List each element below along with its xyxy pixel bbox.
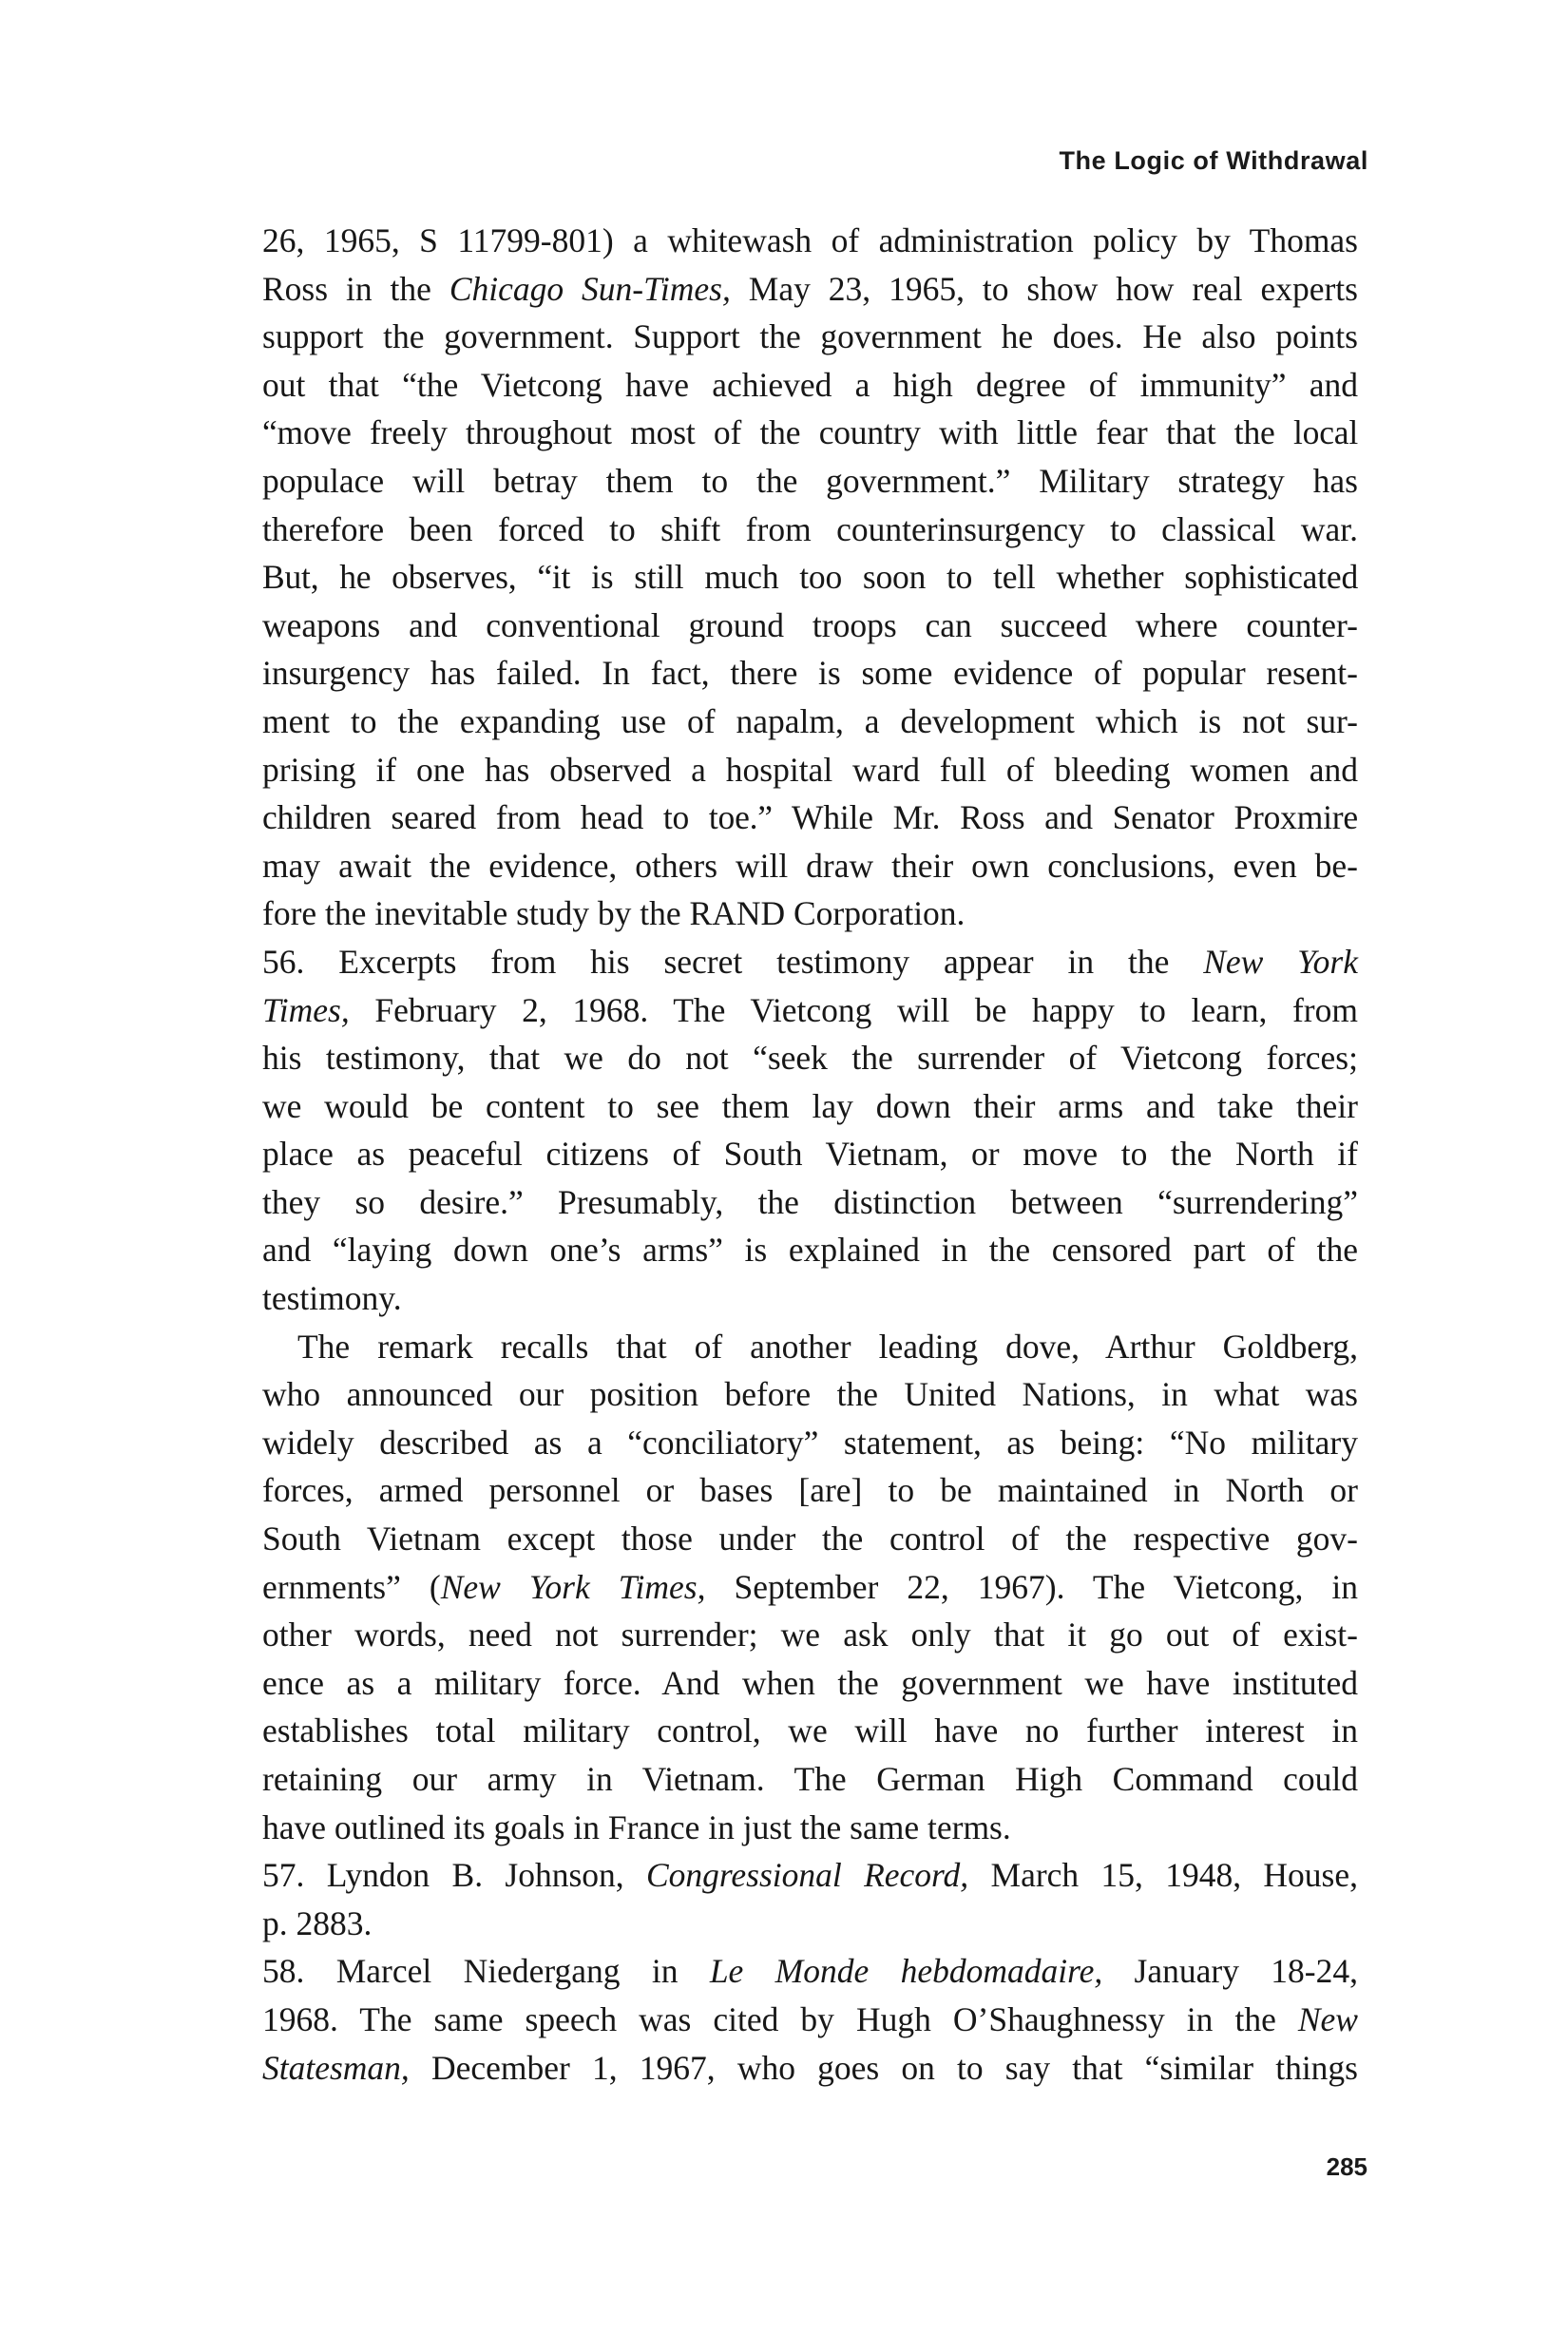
italic-title: Le Monde hebdomadaire, — [709, 1952, 1103, 1991]
text-line: therefore been forced to shift from counterinsurgency to classical war. — [262, 509, 1358, 548]
running-head: The Logic of Withdrawal — [1059, 146, 1368, 175]
text-line: testimony. — [262, 1279, 402, 1318]
text-line: ence as a military force. And when the government we have instituted — [262, 1663, 1358, 1702]
text-line: widely described as a “conciliatory” statement, as being: “No military — [262, 1423, 1358, 1462]
footnote-58-line: 58. Marcel Niedergang in Le Monde hebdomadaire, January 18-24, — [262, 1952, 1358, 1991]
text-line: “move freely throughout most of the country with little fear that the local — [262, 413, 1358, 452]
text-line: who announced our position before the United Nations, in what was — [262, 1375, 1358, 1414]
text-line: 26, 1965, S 11799-801) a whitewash of administration policy by Thomas — [262, 221, 1358, 259]
paragraph-start-line: The remark recalls that of another leading dove, Arthur Goldberg, — [297, 1327, 1358, 1366]
text-line: insurgency has failed. In fact, there is some evidence of popular resent- — [262, 654, 1358, 693]
italic-title: New York Times, — [440, 1567, 706, 1606]
text-line: 1968. The same speech was cited by Hugh O’Shaughnessy in the New — [262, 1999, 1358, 2038]
text-line: forces, armed personnel or bases [are] to be maintained in North or — [262, 1471, 1358, 1510]
text-line: fore the inevitable study by the RAND Corporation. — [262, 894, 966, 933]
page-number: 285 — [1326, 2152, 1367, 2181]
italic-title: Chicago Sun-Times, — [449, 269, 731, 308]
text-line: But, he observes, “it is still much too soon to tell whether sophisticated — [262, 558, 1358, 597]
text-line: populace will betray them to the government.” Military strategy has — [262, 461, 1358, 500]
text-line: ment to the expanding use of napalm, a development which is not sur- — [262, 701, 1358, 740]
italic-title: New York — [1203, 942, 1358, 981]
text-line: South Vietnam except those under the control of the respective gov- — [262, 1520, 1358, 1558]
text-line: they so desire.” Presumably, the distinction between “surrendering” — [262, 1182, 1358, 1221]
text-line: other words, need not surrender; we ask only that it go out of exist- — [262, 1616, 1358, 1654]
text-line: and “laying down one’s arms” is explained in the censored part of the — [262, 1231, 1358, 1270]
text-line: Times, February 2, 1968. The Vietcong will be happy to learn, from — [262, 990, 1358, 1029]
text-line: retaining our army in Vietnam. The German High Command could — [262, 1760, 1358, 1798]
text-line: children seared from head to toe.” While Mr. Ross and Senator Proxmire — [262, 798, 1358, 837]
text-line: establishes total military control, we will have no further interest in — [262, 1711, 1358, 1750]
text-line: ernments” (New York Times, September 22, 1967). The Vietcong, in — [262, 1567, 1358, 1606]
footnote-57-line: 57. Lyndon B. Johnson, Congressional Record, March 15, 1948, House, — [262, 1856, 1358, 1895]
text-line: we would be content to see them lay down their arms and take their — [262, 1086, 1358, 1125]
text-line: may await the evidence, others will draw their own conclusions, even be- — [262, 846, 1358, 885]
text-line: place as peaceful citizens of South Vietnam, or move to the North if — [262, 1135, 1358, 1174]
text-line: have outlined its goals in France in just the same terms. — [262, 1807, 1011, 1846]
italic-title: Times, — [262, 990, 350, 1029]
italic-title: Statesman, — [262, 2048, 410, 2087]
text-line: Ross in the Chicago Sun-Times, May 23, 1965, to show how real experts — [262, 269, 1358, 308]
text-line: Statesman, December 1, 1967, who goes on to say that “similar things — [262, 2048, 1358, 2087]
text-line: p. 2883. — [262, 1903, 373, 1942]
text-line: prising if one has observed a hospital ward full of bleeding women and — [262, 750, 1358, 789]
italic-title: Congressional Record, — [645, 1856, 969, 1895]
text-line: weapons and conventional ground troops can succeed where counter- — [262, 605, 1358, 644]
footnote-56-line: 56. Excerpts from his secret testimony appear in the New York — [262, 942, 1358, 981]
page-body — [262, 217, 1358, 2092]
text-line: his testimony, that we do not “seek the surrender of Vietcong forces; — [262, 1039, 1358, 1078]
text-line: support the government. Support the government he does. He also points — [262, 317, 1358, 356]
text-line: out that “the Vietcong have achieved a high degree of immunity” and — [262, 365, 1358, 404]
italic-title: New — [1297, 1999, 1358, 2038]
